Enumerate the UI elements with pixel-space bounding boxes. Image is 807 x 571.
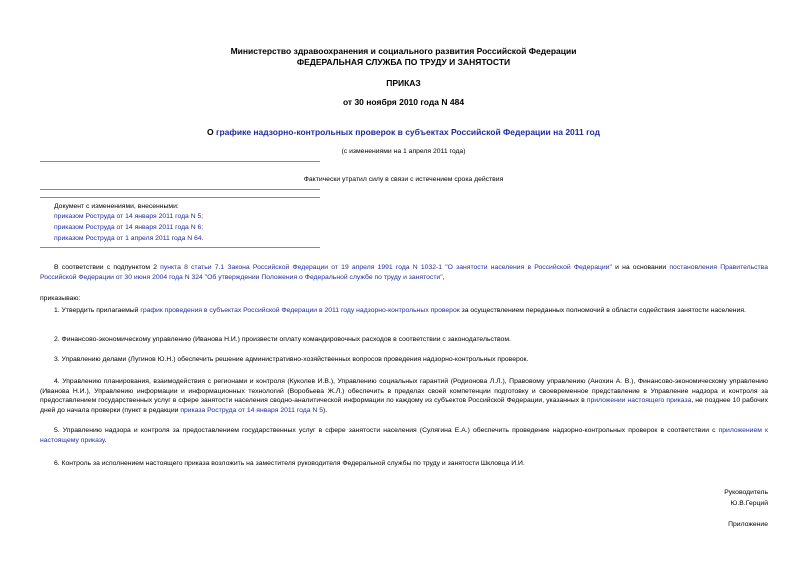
document-title-prefix: О: [206, 127, 214, 137]
schedule-link[interactable]: график проведения в субъектах Российской Федерации в 2011 году надзорно-контрольных проверок: [140, 307, 460, 314]
divider: [40, 197, 320, 198]
item-5-text-a: 5. Управлению надзора и контроля за предоставлением государственных услуг в сфере занятости населения (Сулягина Е.А.) обеспечить проведение надзорно-контрольных проверок в соответствии с: [54, 427, 719, 434]
preamble-paragraph: [40, 263, 768, 282]
item-1-text-b: за осуществлением переданных полномочий в области содействия занятости населения.: [459, 307, 746, 314]
appendix-label: Приложение: [728, 521, 768, 528]
item-4: [40, 377, 768, 415]
divider: [40, 161, 320, 162]
amending-order-link[interactable]: приказа Роструда от 14 января 2011 года N 5: [180, 406, 323, 414]
item-6-text: 6. Контроль за исполнением настоящего приказа возложить на заместителя руководителя Федеральной службы по труду и занятости Шкловца И.И.: [54, 460, 525, 467]
item-4-text-c: ).: [323, 406, 328, 414]
appendix-order-link[interactable]: приложением к настоящему приказу: [40, 427, 768, 444]
item-1: [40, 306, 768, 316]
item-5-text-b: .: [104, 436, 107, 444]
signature-role: Руководитель: [724, 489, 768, 496]
item-3-text: 3. Управлению делами (Лугинов Ю.Н.) обеспечить решение административно-хозяйственных вопросов проведения надзорно-контрольных проверок.: [54, 356, 529, 363]
item-1-text-a: 1. Утвердить прилагаемый: [54, 307, 141, 314]
preamble-text-2: и на основании: [611, 264, 670, 271]
appendix-link[interactable]: приложении настоящего приказа: [586, 397, 692, 404]
order-word: приказываю:: [40, 295, 81, 302]
document-title: [0, 127, 807, 137]
changes-heading: Документ с изменениями, внесенными:: [54, 203, 179, 210]
item-4-text-b: , не позднее 10 рабочих дней до начала проверки (пункт в редакции: [40, 397, 768, 414]
item-2: [40, 335, 768, 345]
document-title-link[interactable]: графике надзорно-контрольных проверок в субъектах Российской Федерации на 2011 год: [215, 127, 601, 137]
changes-link-3[interactable]: приказом Роструда от 1 апреля 2011 года N 64.: [54, 235, 204, 242]
divider: [40, 189, 320, 190]
changes-link-1[interactable]: приказом Роструда от 14 января 2011 года N 5;: [54, 213, 204, 220]
ministry-name: Министерство здравоохранения и социального развития Российской Федерации: [230, 46, 577, 56]
changes-link-2[interactable]: приказом Роструда от 14 января 2011 года N 6;: [54, 224, 204, 231]
status-note: Фактически утратил силу в связи с истечением срока действия: [303, 176, 504, 183]
item-5: [40, 426, 768, 445]
document-type: ПРИКАЗ: [386, 78, 421, 88]
amendments-note: (с изменениями на 1 апреля 2011 года): [341, 148, 466, 155]
preamble-text-1: В соответствии с подпунктом 2: [54, 264, 161, 271]
divider: [40, 247, 320, 248]
signature-name: Ю.В.Герций: [730, 500, 768, 507]
item-3: [40, 355, 768, 365]
item-2-text: 2. Финансово-экономическому управлению (Иванова Н.И.) произвести оплату командировочных расходов в соответствии с законодательством.: [54, 336, 511, 343]
law-link[interactable]: пункта 8 статьи 7.1 Закона Российской Федерации от 19 апреля 1991 года N 1032-1 "О занятости населения в Российской Федерации": [160, 264, 612, 271]
service-name: ФЕДЕРАЛЬНАЯ СЛУЖБА ПО ТРУДУ И ЗАНЯТОСТИ: [296, 57, 511, 67]
document-date: от 30 ноября 2010 года N 484: [342, 97, 465, 107]
item-6: [40, 459, 768, 469]
preamble-text-3: ,: [442, 273, 445, 281]
decree-link[interactable]: постановления Правительства Российской Федерации от 30 июня 2004 года N 324 "Об утверждении Положения о Федеральной службе по труду и занятости": [40, 264, 768, 281]
item-4-text-a: 4. Управлению планирования, взаимодействия с регионами и контроля (Куколев И.В.), Управлению социальных гарантий (Родионова Л.Л.), Правовому управлению (Анохин А. В.), Финансово-экономическому управлению (Иванова Н.И.), Управлению информации и информационных технологий (Воробьева Ж.Л.) обеспечить в пределах своей компетенции подготовку и своевременное представление в Управление надзора и контроля за предоставлением государственных услуг в сфере занятости населения сводно-аналитической информации по каждому из субъектов Российской Федерации, указанных в: [40, 378, 768, 404]
